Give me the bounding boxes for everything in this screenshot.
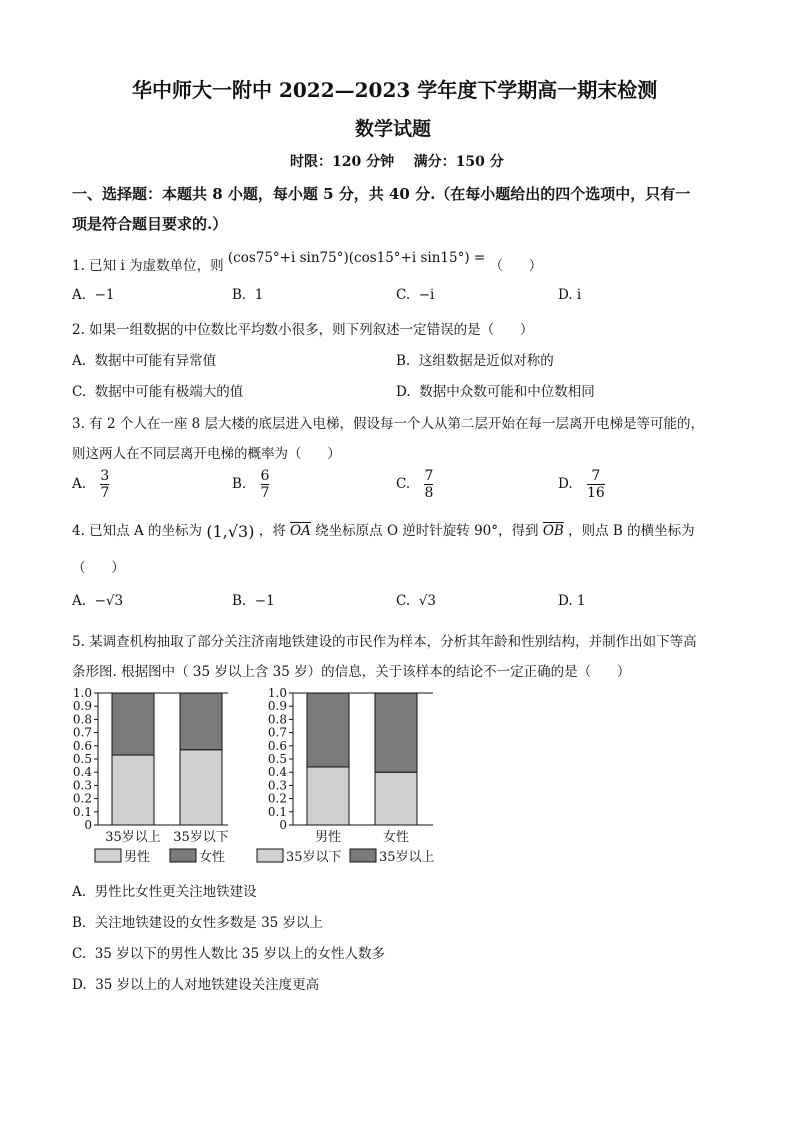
question-1 (72, 250, 543, 274)
y-tick-label: 0.3 (267, 778, 287, 793)
q4-option-c[interactable]: C. √3 (396, 593, 436, 609)
chart-gender-age (255, 685, 450, 870)
bar-segment (112, 755, 154, 825)
x-tick-label: 35岁以下 (173, 830, 229, 845)
legend-label: 男性 (124, 850, 151, 865)
y-tick-label: 1.0 (267, 686, 287, 700)
q3-a-numerator: 3 (100, 468, 110, 484)
section-heading: 一、选择题：本题共 8 小题，每小题 5 分，共 40 分.（在每小题给出的四个选项中，只有一 (72, 185, 691, 203)
q5-option-b[interactable]: B. 关注地铁建设的女性多数是 35 岁以上 (72, 915, 324, 931)
y-tick-label: 1.0 (72, 686, 92, 700)
q3-c-numerator: 7 (424, 468, 434, 484)
q3-option-b-fraction (261, 468, 270, 501)
q3-option-a[interactable] (72, 468, 109, 501)
y-tick-label: 0.2 (72, 791, 92, 806)
y-tick-label: 0.1 (267, 804, 287, 819)
question-3-cont: 则这两人在不同层离开电梯的概率为（ ） (72, 446, 341, 462)
y-tick-label: 0.4 (72, 765, 92, 780)
q2-option-a[interactable]: A. 数据中可能有异常值 (72, 353, 217, 369)
q3-option-c-label: C. (396, 476, 411, 492)
q3-d-denominator: 16 (586, 485, 605, 501)
section-heading-cont: 项是符合题目要求的.） (72, 215, 228, 233)
q5-option-c[interactable]: C. 35 岁以下的男性人数比 35 岁以上的女性人数多 (72, 946, 385, 962)
y-tick-label: 0.6 (72, 738, 92, 753)
question-3: 3. 有 2 个人在一座 8 层大楼的底层进入电梯，假设每一个人从第二层开始在每一层离开电梯是等可能的， (72, 416, 705, 432)
q4-part2: ，将 (258, 523, 286, 539)
y-tick-label: 0.4 (267, 765, 287, 780)
bar-segment (307, 767, 349, 825)
y-tick-label: 0.5 (267, 752, 287, 766)
bar-segment (375, 772, 417, 825)
legend-swatch (95, 849, 121, 862)
bar-segment (112, 693, 154, 755)
y-tick-label: 0.7 (267, 725, 287, 740)
legend-swatch (170, 849, 196, 862)
q4-blank: （ ） (72, 560, 125, 576)
bar-segment (375, 693, 417, 772)
q3-a-denominator: 7 (100, 485, 110, 501)
q3-option-c-fraction (424, 468, 433, 501)
exam-subtitle: 数学试题 (355, 118, 432, 140)
q3-option-b[interactable] (232, 468, 269, 501)
q3-option-d-fraction (587, 468, 605, 501)
q2-option-d[interactable]: D. 数据中众数可能和中位数相同 (396, 384, 595, 400)
q5-option-d[interactable]: D. 35 岁以上的人对地铁建设关注度更高 (72, 977, 320, 993)
y-tick-label: 0.6 (267, 738, 287, 753)
bar-segment (180, 693, 222, 750)
q1-option-b[interactable]: B. 1 (232, 287, 264, 303)
y-tick-label: 0 (84, 818, 92, 832)
q4-option-d[interactable]: D. 1 (558, 593, 586, 609)
exam-info: 时限：120 分钟 满分：150 分 (290, 154, 504, 170)
q4-part4: ，则点 B 的横坐标为 (568, 523, 695, 539)
q3-option-c[interactable] (396, 468, 433, 501)
q1-option-c[interactable]: C. −i (396, 287, 435, 303)
q1-prefix: 1. 已知 i 为虚数单位，则 (72, 258, 224, 274)
legend-label: 35岁以下 (286, 850, 342, 865)
q4-part1: 4. 已知点 A 的坐标为 (72, 523, 203, 539)
question-4 (72, 519, 695, 541)
q3-option-b-label: B. (232, 476, 247, 492)
y-tick-label: 0.9 (72, 699, 92, 714)
q1-option-a[interactable]: A. −1 (72, 287, 115, 303)
legend-label: 35岁以上 (379, 850, 435, 865)
legend-swatch (257, 849, 283, 862)
x-tick-label: 35岁以上 (105, 830, 161, 845)
q1-expression: (cos75°+i sin75°)(cos15°+i sin15°) = (227, 250, 486, 266)
q2-option-b[interactable]: B. 这组数据是近似对称的 (396, 353, 554, 369)
bar-segment (180, 750, 222, 825)
q4-part3: 绕坐标原点 O 逆时针旋转 90°，得到 (315, 523, 539, 539)
y-tick-label: 0 (279, 818, 287, 832)
legend-label: 女性 (199, 850, 226, 865)
q2-option-c[interactable]: C. 数据中可能有极端大的值 (72, 384, 244, 400)
q4-vector-ob: $\overline{OB}$ (542, 523, 564, 539)
y-tick-label: 0.1 (72, 804, 92, 819)
q1-blank: （ ） (489, 258, 543, 274)
question-5: 5. 某调查机构抽取了部分关注济南地铁建设的市民作为样本，分析其年龄和性别结构，并制作出如下等高 (72, 634, 697, 650)
question-5-cont: 条形图. 根据图中（ 35 岁以上含 35 岁）的信息，关于该样本的结论不一定正确的是（ ） (72, 664, 631, 680)
q3-option-a-fraction (100, 468, 109, 501)
q5-option-a[interactable]: A. 男性比女性更关注地铁建设 (72, 884, 257, 900)
y-tick-label: 0.8 (267, 712, 287, 727)
x-tick-label: 女性 (382, 830, 410, 845)
y-tick-label: 0.3 (72, 778, 92, 793)
q4-option-a[interactable]: A. −√3 (72, 593, 124, 609)
q4-vector-oa: $\overline{OA}$ (290, 523, 311, 539)
bar-segment (307, 693, 349, 767)
q3-d-numerator: 7 (591, 468, 601, 484)
y-tick-label: 0.9 (267, 699, 287, 714)
q4-option-b[interactable]: B. −1 (232, 593, 275, 609)
q3-b-numerator: 6 (260, 468, 270, 484)
legend-swatch (350, 849, 376, 862)
q3-option-d-label: D. (558, 476, 573, 492)
q4-coordinate: (1,√3) (206, 522, 255, 541)
exam-title: 华中师大一附中 2022—2023 学年度下学期高一期末检测 (132, 78, 658, 102)
y-tick-label: 0.2 (267, 791, 287, 806)
q3-b-denominator: 7 (260, 485, 270, 501)
q3-option-d[interactable] (558, 468, 605, 501)
q1-option-d[interactable]: D. i (558, 287, 582, 303)
question-2: 2. 如果一组数据的中位数比平均数小很多，则下列叙述一定错误的是（ ） (72, 322, 534, 338)
q3-c-denominator: 8 (424, 485, 434, 501)
chart-age-gender (60, 685, 235, 870)
x-tick-label: 男性 (314, 830, 342, 845)
q3-option-a-label: A. (72, 476, 87, 492)
y-tick-label: 0.5 (72, 752, 92, 766)
y-tick-label: 0.7 (72, 725, 92, 740)
y-tick-label: 0.8 (72, 712, 92, 727)
